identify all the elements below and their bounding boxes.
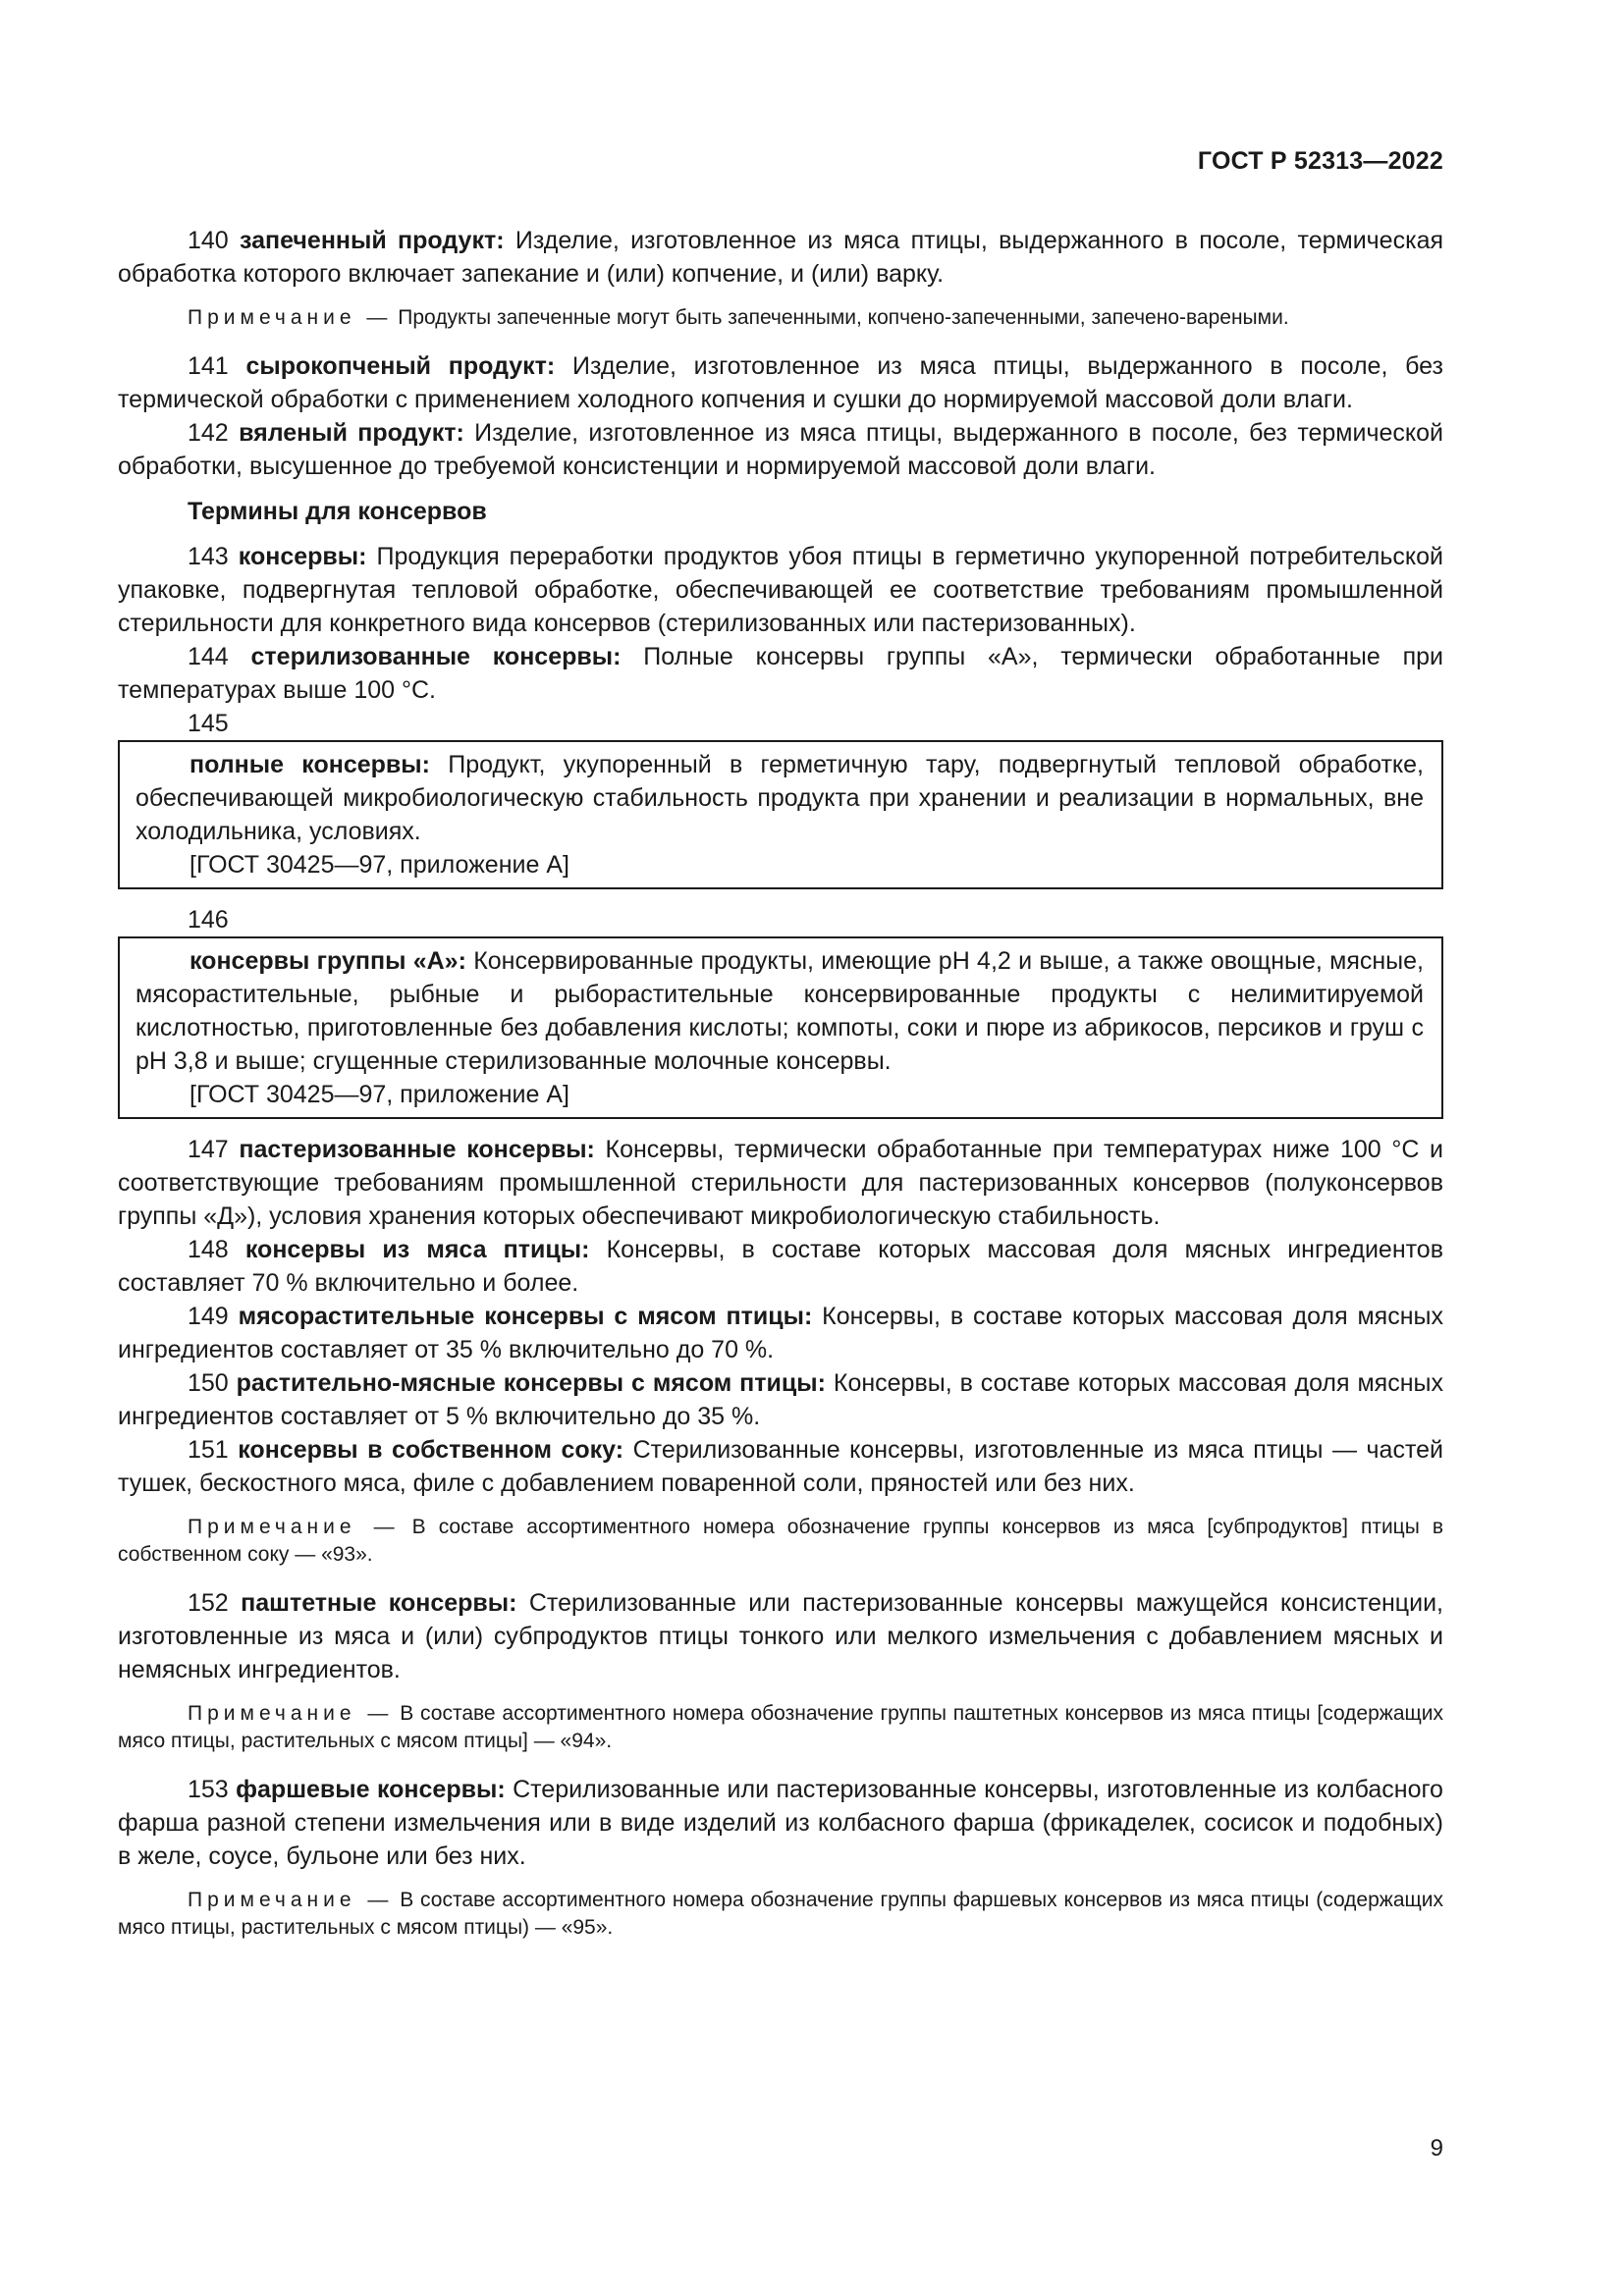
- term-number: 152: [188, 1589, 229, 1617]
- term-entry-143: [118, 540, 1443, 640]
- term-definition: Консервы, в составе которых массовая доля мясных ингредиентов составляет 70 % включительно и более.: [118, 1236, 1443, 1297]
- boxed-term-146: [118, 936, 1443, 1119]
- document-standard-id: ГОСТ Р 52313—2022: [1197, 147, 1443, 175]
- term-title: пастеризованные консервы:: [239, 1136, 595, 1163]
- term-title: консервы в собственном соку:: [238, 1436, 624, 1464]
- term-number: 149: [188, 1303, 229, 1330]
- term-number-146: 146: [188, 906, 229, 934]
- section-heading-canned: Термины для консервов: [188, 498, 487, 525]
- term-definition: Консервы, в составе которых массовая доля мясных ингредиентов составляет от 5 % включительно до 35 %.: [118, 1369, 1443, 1430]
- term-title: консервы группы «А»:: [189, 947, 466, 975]
- term-title: растительно-мясные консервы с мясом птицы:: [236, 1369, 826, 1397]
- page-number: 9: [1430, 2135, 1443, 2162]
- term-definition: Продукт, укупоренный в герметичную тару, подвергнутый тепловой обработке, обеспечивающей микробиологическую стабильность продукта при хранении и реализации в нормальных, вне холодильника, условиях.: [135, 751, 1424, 845]
- note-text: Продукты запеченные могут быть запеченными, копчено-запеченными, запечено-вареными.: [398, 306, 1289, 329]
- boxed-definition: [135, 748, 1424, 848]
- boxed-term-145: [118, 740, 1443, 889]
- term-definition: Стерилизованные или пастеризованные консервы мажущейся консистенции, изготовленные из мяса и (или) субпродуктов птицы тонкого или мелкого измельчения с добавлением мясных и немясных ингредиентов.: [118, 1589, 1444, 1683]
- term-title: фаршевые консервы:: [236, 1776, 506, 1803]
- term-title: мясорастительные консервы с мясом птицы:: [238, 1303, 813, 1330]
- term-definition: Стерилизованные консервы, изготовленные из мяса птицы — частей тушек, бескостного мяса, филе с добавлением поваренной соли, пряностей или без них.: [118, 1436, 1444, 1497]
- term-number: 148: [188, 1236, 229, 1263]
- term-title: консервы:: [238, 543, 367, 570]
- term-title: полные консервы:: [189, 751, 430, 778]
- term-title: вяленый продукт:: [239, 419, 464, 447]
- term-entry-144: [118, 640, 1443, 707]
- note-label: Примечание —: [188, 1702, 394, 1725]
- term-entry-140: [118, 224, 1443, 291]
- note-text: В составе ассортиментного номера обозначение группы консервов из мяса [субпродуктов] птицы в собственном соку — «93».: [118, 1516, 1443, 1566]
- term-number-145: 145: [188, 710, 229, 737]
- term-number: 143: [188, 543, 229, 570]
- term-source-reference: [ГОСТ 30425—97, приложение А]: [189, 1081, 569, 1108]
- term-definition: Полные консервы группы «А», термически обработанные при температурах выше 100 °С.: [118, 643, 1443, 704]
- note-text: В составе ассортиментного номера обозначение группы паштетных консервов из мяса птицы [содержащих мясо птицы, растительных с мясом птицы] — «94».: [118, 1702, 1444, 1752]
- boxed-definition: [135, 944, 1424, 1078]
- term-title: сырокопченый продукт:: [245, 352, 556, 380]
- term-number: 150: [188, 1369, 229, 1397]
- term-definition: Изделие, изготовленное из мяса птицы, выдержанного в посоле, без термической обработки, высушенное до требуемой консистенции и нормируемой массовой доли влаги.: [118, 419, 1443, 480]
- note-text: В составе ассортиментного номера обозначение группы фаршевых консервов из мяса птицы (содержащих мясо птицы, растительных с мясом птицы) — «95».: [118, 1889, 1444, 1939]
- term-number: 147: [188, 1136, 229, 1163]
- note-153: [118, 1887, 1443, 1942]
- terms-content: [118, 224, 1443, 1959]
- term-definition: Изделие, изготовленное из мяса птицы, выдержанного в посоле, без термической обработки с применением холодного копчения и сушки до нормируемой массовой доли влаги.: [118, 352, 1443, 413]
- note-label: Примечание —: [188, 1889, 394, 1911]
- term-source-reference: [ГОСТ 30425—97, приложение А]: [189, 851, 569, 879]
- term-entry-151: [118, 1433, 1443, 1500]
- term-number: 153: [188, 1776, 229, 1803]
- term-title: стерилизованные консервы:: [250, 643, 622, 670]
- term-title: паштетные консервы:: [241, 1589, 517, 1617]
- term-number: 142: [188, 419, 229, 447]
- term-definition: Консервы, термически обработанные при температурах ниже 100 °С и соответствующие требованиям промышленной стерильности для пастеризованных консервов (полуконсервов группы «Д»), условия хранения которых обеспечивают микробиологическую стабильность.: [118, 1136, 1443, 1230]
- note-label: Примечание —: [188, 306, 393, 329]
- term-definition: Изделие, изготовленное из мяса птицы, выдержанного в посоле, термическая обработка которого включает запекание и (или) копчение, и (или) варку.: [118, 227, 1444, 288]
- note-151: [118, 1514, 1443, 1569]
- note-152: [118, 1700, 1443, 1755]
- term-title: запеченный продукт:: [240, 227, 505, 254]
- term-title: консервы из мяса птицы:: [244, 1236, 590, 1263]
- term-entry-148: [118, 1233, 1443, 1300]
- term-entry-141: [118, 349, 1443, 416]
- term-number: 151: [188, 1436, 229, 1464]
- note-label: Примечание —: [188, 1516, 400, 1538]
- term-entry-153: [118, 1773, 1443, 1873]
- term-entry-152: [118, 1586, 1443, 1686]
- term-entry-150: [118, 1366, 1443, 1433]
- term-number: 144: [188, 643, 229, 670]
- term-number: 141: [188, 352, 229, 380]
- term-definition: Продукция переработки продуктов убоя птицы в герметично укупоренной потребительской упаковке, подвергнутая тепловой обработке, обеспечивающей ее соответствие требованиям промышленной стерильности для конкретного вида консервов (стерилизованных или пастеризованных).: [118, 543, 1443, 637]
- term-definition: Консервированные продукты, имеющие рН 4,2 и выше, а также овощные, мясные, мясорастительные, рыбные и рыборастительные консервированные продукты с нелимитируемой кислотностью, приготовленные без добавления кислоты; компоты, соки и пюре из абрикосов, персиков и груш с рН 3,8 и выше; сгущенные стерилизованные молочные консервы.: [135, 947, 1425, 1075]
- term-entry-149: [118, 1300, 1443, 1366]
- term-entry-147: [118, 1133, 1443, 1233]
- term-definition: Стерилизованные или пастеризованные консервы, изготовленные из колбасного фарша разной степени измельчения или в виде изделий из колбасного фарша (фрикаделек, сосисок и подобных) в желе, соусе, бульоне или без них.: [118, 1776, 1443, 1870]
- term-entry-142: [118, 416, 1443, 483]
- note-140: [118, 304, 1443, 332]
- term-number: 140: [188, 227, 229, 254]
- term-definition: Консервы, в составе которых массовая доля мясных ингредиентов составляет от 35 % включительно до 70 %.: [118, 1303, 1443, 1363]
